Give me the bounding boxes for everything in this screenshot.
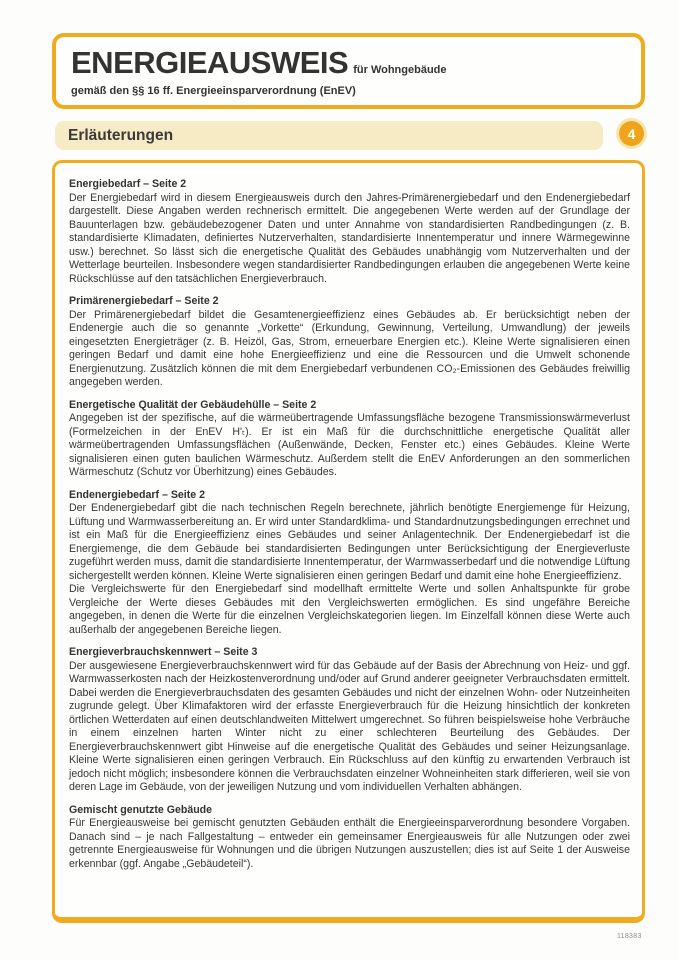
- section-paragraph: Der Primärenergiebedarf bildet die Gesamtenergieeffizienz eines Gebäudes ab. Er berücksichtigt neben der Endenergie auch die so genannte „Vorkette“ (Erkundung, Gewinnung, Verteilung, Umwandlung) der jeweils eingesetzten Energieträger (z. B. Heizöl, Gas, Strom, erneuerbare Energien etc.). Kleine Werte signalisieren einen geringen Bedarf und damit eine hohe Energieeffizienz und eine die Ressourcen und die Umwelt schonende Energienutzung. Zusätzlich können die mit dem Energiebedarf verbundenen CO₂-Emissionen des Gebäudes freiwillig angegeben werden.: [69, 308, 630, 388]
- section-heading: Energetische Qualität der Gebäudehülle – Seite 2: [69, 398, 317, 411]
- section-paragraph: Angegeben ist der spezifische, auf die wärmeübertragende Umfassungsfläche bezogene Transmissionswärmeverlust (Formelzeichen in der EnEV H'ₜ). Er ist ein Maß für die durchschnittliche energetische Qualität aller wärmeübertragenden Umfassungsflächen (Außenwände, Decken, Fenster etc.) eines Gebäudes. Kleine Werte signalisieren einen guten baulichen Wärmeschutz. Außerdem stellt die EnEV Anforderungen an den sommerlichen Wärmeschutz (Schutz vor Überhitzung) eines Gebäudes.: [69, 412, 630, 478]
- section-band: [55, 121, 603, 150]
- document-subtitle: gemäß den §§ 16 ff. Energieeinsparverordnung (EnEV): [71, 85, 356, 97]
- section-gemischt-genutzte-gebaeude: [69, 804, 630, 872]
- section-heading: Gemischt genutzte Gebäude: [69, 803, 213, 816]
- section-gebaeudehuelle: [69, 399, 630, 480]
- section-paragraph: Für Energieausweise bei gemischt genutzten Gebäuden enthält die Energieeinsparverordnung besondere Vorgaben. Danach sind – je nach Fallgestaltung – entweder ein gemeinsamer Energieausweis für alle Nutzungen oder zwei getrennte Energieausweise für Wohnungen und die übrigen Nutzungen auszustellen; dies ist auf Seite 1 der Ausweise erkennbar (ggf. Angabe „Gebäudeteil“).: [69, 817, 630, 870]
- section-band-label: Erläuterungen: [68, 126, 174, 144]
- section-heading: Energieverbrauchskennwert – Seite 3: [69, 646, 258, 658]
- explanations-content: [52, 160, 645, 923]
- document-title-suffix: für Wohngebäude: [353, 64, 447, 76]
- document-title: ENERGIEAUSWEIS: [71, 45, 349, 80]
- section-heading: Primärenergiebedarf – Seite 2: [69, 295, 219, 307]
- section-energiebedarf: [69, 178, 630, 286]
- section-paragraph: Der Endenergiebedarf gibt die nach technischen Regeln berechnete, jährlich benötigte Energiemenge für Heizung, Lüftung und Warmwasserbereitung an. Er wird unter Standardklima- und Standardnutzungsbedingungen errechnet und ist ein Maß für die Energieeffizienz eines Gebäudes und seiner Anlagentechnik. Der Endenergiebedarf ist die Energiemenge, die dem Gebäude bei standardisierten Bedingungen unter Berücksichtigung der Energieverluste zugeführt werden muss, damit die standardisierte Innentemperatur, der Warmwasserbedarf und die notwendige Lüftung sichergestellt werden können. Kleine Werte signalisieren einen geringen Bedarf und damit eine hohe Energieeffizienz.: [69, 502, 630, 582]
- print-number: 118383: [617, 933, 642, 940]
- section-primaerenergiebedarf: [69, 295, 630, 390]
- title-row: [71, 47, 641, 78]
- section-endenergiebedarf: [69, 489, 630, 638]
- section-paragraph: Die Vergleichswerte für den Energiebedarf sind modellhaft ermittelte Werte und sollen Anhaltspunkte für grobe Vergleiche der Werte dieses Gebäudes mit den Vergleichswerten ermöglichen. Es sind ungefähre Bereiche angegeben, in denen die Werte für die einzelnen Vergleichskategorien liegen. Im Einzelfall können diese Werte auch außerhalb der angegebenen Bereiche liegen.: [69, 583, 630, 636]
- section-heading: Endenergiebedarf – Seite 2: [69, 488, 206, 501]
- section-heading: Energiebedarf – Seite 2: [69, 178, 187, 190]
- section-paragraph: Der ausgewiesene Energieverbrauchskennwert wird für das Gebäude auf der Basis der Abrechnung von Heiz- und ggf. Warmwasserkosten nach der Heizkostenverordnung und/oder auf Grund anderer geeigneter Verbrauchsdaten ermittelt. Dabei werden die Energieverbrauchsdaten des gesamten Gebäudes und nicht der einzelnen Wohn- oder Nutzeinheiten zugrunde gelegt. Über Klimafaktoren wird der erfasste Energieverbrauch für die Heizung hinsichtlich der konkreten örtlichen Wetterdaten auf einen deutschlandweiten Mittelwert umgerechnet. So führen beispielsweise hohe Verbräuche in einem einzelnen harten Winter nicht zu einer schlechteren Beurteilung des Gebäudes. Der Energieverbrauchskennwert gibt Hinweise auf die energetische Qualität des Gebäudes und seiner Heizungsanlage. Kleine Werte signalisieren einen geringen Verbrauch. Ein Rückschluss auf den künftig zu erwartenden Verbrauch ist jedoch nicht möglich; insbesondere können die Verbrauchsdaten einzelner Wohneinheiten stark differieren, weil sie von deren Lage im Gebäude, von der jeweiligen Nutzung und vom individuellen Verhalten abhängen.: [69, 659, 630, 793]
- section-paragraph: Der Energiebedarf wird in diesem Energieausweis durch den Jahres-Primärenergiebedarf und den Endenergiebedarf dargestellt. Diese Angaben werden rechnerisch ermittelt. Die angegebenen Werte werden auf der Grundlage der Bauunterlagen bzw. gebäudebezogener Daten und unter Annahme von standardisierten Randbedingungen (z. B. standardisierte Klimadaten, definiertes Nutzerverhalten, standardisierte Innentemperatur und innere Wärmegewinne usw.) berechnet. So lässt sich die energetische Qualität des Gebäudes unabhängig vom Nutzerverhalten und der Wetterlage beurteilen. Insbesondere wegen standardisierter Randbedingungen erlauben die angegebenen Werte keine Rückschlüsse auf den tatsächlichen Energieverbrauch.: [69, 191, 630, 285]
- page-number-badge: 4: [619, 121, 644, 146]
- section-energieverbrauchskennwert: [69, 646, 630, 795]
- document-header: [52, 33, 645, 109]
